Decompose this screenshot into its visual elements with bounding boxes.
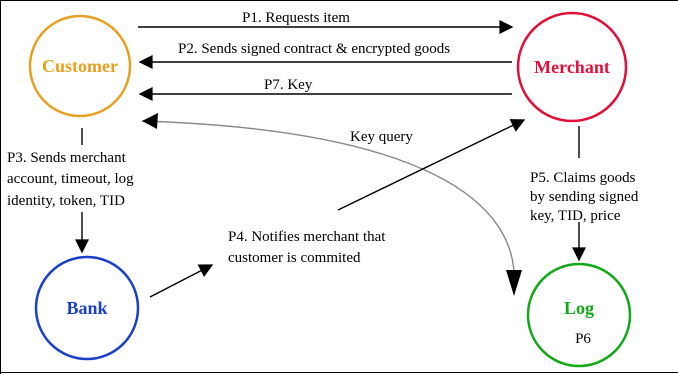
p3-line-3: identity, token, TID xyxy=(7,193,125,209)
log-node xyxy=(528,264,630,366)
p3-line-1: P3. Sends merchant xyxy=(7,150,126,166)
p3-line-2: account, timeout, log xyxy=(7,171,134,187)
edge-label-key-query: Key query xyxy=(350,129,413,145)
customer-label: Customer xyxy=(42,56,118,76)
log-label: Log xyxy=(563,298,595,318)
merchant-label: Merchant xyxy=(534,57,610,77)
edge-label-p3 xyxy=(7,150,137,209)
bank-node xyxy=(36,257,138,359)
edge-label-p5 xyxy=(530,170,642,224)
edge-label-p4 xyxy=(228,229,389,266)
p5-line-2: by sending signed xyxy=(530,189,639,205)
p5-line-1: P5. Claims goods xyxy=(530,170,636,186)
merchant-node xyxy=(518,13,626,121)
edge-label-p7: P7. Key xyxy=(264,77,313,93)
bank-label: Bank xyxy=(66,298,108,318)
curve-arrowhead-log xyxy=(506,270,522,296)
p4-line-2: customer is commited xyxy=(228,250,361,266)
curve-arrowhead-customer xyxy=(142,113,158,129)
log-sublabel: P6 xyxy=(575,331,591,347)
p5-line-3: key, TID, price xyxy=(530,208,621,224)
arrow-p4-lower xyxy=(150,265,212,297)
customer-node xyxy=(30,16,130,116)
edge-label-p2: P2. Sends signed contract & encrypted goods xyxy=(178,41,451,57)
edge-label-p1: P1. Requests item xyxy=(242,10,350,26)
p4-line-1: P4. Notifies merchant that xyxy=(228,229,386,245)
